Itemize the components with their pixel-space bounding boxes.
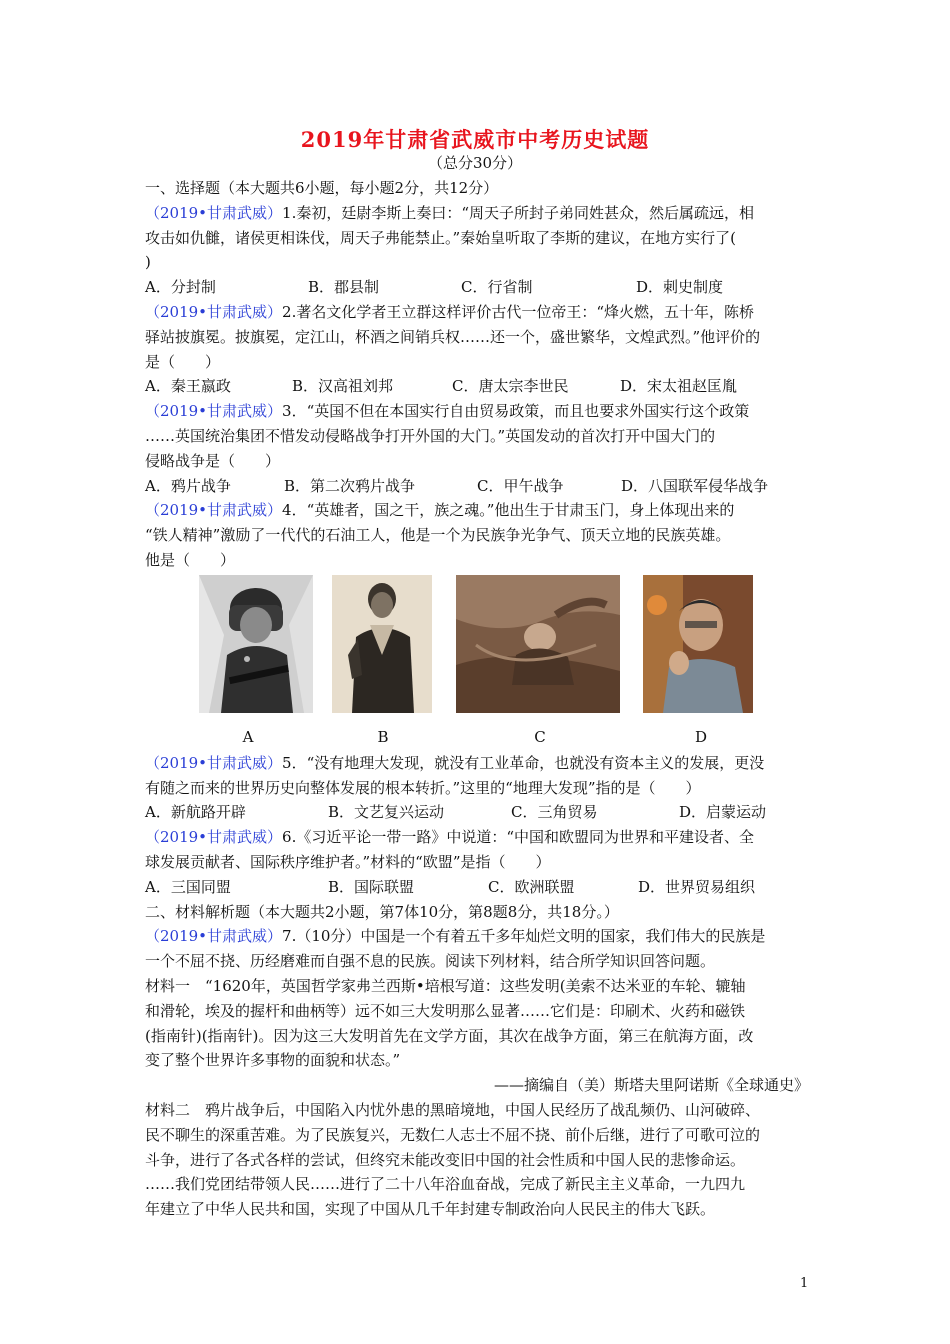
option: D．宋太祖赵匡胤 bbox=[620, 377, 738, 396]
option: C．欧洲联盟 bbox=[488, 877, 575, 896]
option: C．行省制 bbox=[461, 278, 533, 297]
option: A．秦王嬴政 bbox=[145, 377, 231, 396]
option: B．第二次鸦片战争 bbox=[284, 476, 416, 495]
option: D．八国联军侵华战争 bbox=[621, 476, 769, 495]
option: B．郡县制 bbox=[308, 278, 380, 297]
exam-content: 一、选择题（本大题共6小题，每小题2分，共12分） （2019•甘肃武威）1.秦初，廷尉李斯上奏曰：“周天子所封子弟同姓甚众，然后属疏远，相 攻击如仇雠，诸侯更相诛伐，周天子弗能禁止。”秦始皇听取了李斯的建议，在地方实行了( ) A．分封制 B．郡县制 C．行省制 D．刺史制度 （2019•甘肃武威）2.著名文化学者王立群这样评价古代一位帝王：“烽火燃，五十年，陈桥 驿站披旗冕。披旗冕，定江山，杯酒之间销兵权……还一个，盛世繁华，文煌武烈。”他评价的 是（ ） A．秦王嬴政 B．汉高祖刘邦 C．唐太宗李世民 D．宋太祖赵匡胤 （2019•甘肃武威）3．“英国不但在本国实行自由贸易政策，而且也要求外国实行这个政策 ……英国统治集团不惜发动侵略战争打开外国的大门。”英国发动的首次打开中国大门的 侵略战争是（ ） A．鸦片战争 B．第二次鸦片战争 C．甲午战争 D．八国联军侵华战争 （2019•甘肃武威）4．“英雄者，国之干，族之魂。”他出生于甘肃玉门，身上体现出来的 “铁人精神”激励了一代代的石油工人，他是一个为民族争光争气、顶天立地的民族英雄。 他是（ ） A B C D （2019•甘肃武威）5．“没有地理大发现，就没有工业革命，也就没有资本主义的发展，更没 有随之而来的世界历史向整体发展的根本转折。”这里的“地理大发现”指的是（ ） A．新航路开辟 B．文艺复兴运动 C．三角贸易 D．启蒙运动 （2019•甘肃武威）6.《习近平论一带一路》中说道：“中国和欧盟同为世界和平建设者、全 球发展贡献者、国际秩序维护者。”材料的“欧盟”是指（ ） A．三国同盟 B．国际联盟 C．欧洲联盟 D．世界贸易组织 二、材料解析题（本大题共2小题，第7体10分，第8题8分，共18分。） （2019•甘肃武威）7.（10分）中国是一个有着五千多年灿烂文明的国家，我们伟大的民族是 一个不屈不挠、历经磨难而自强不息的民族。阅读下列材料，结合所学知识回答问题。 材料一 “1620年，英国哲学家弗兰西斯•培根写道：这些发明(美索不达米亚的车轮、辘轴 和滑轮，埃及的握杆和曲柄等）远不如三大发明那么显著……它们是：印刷术、火药和磁铁 (指南针)(指南针)。因为这三大发明首先在文学方面，其次在战争方面，第三在航海方面，改 变了整个世界许多事物的面貌和状态。” ——摘编自（美）斯塔夫里阿诺斯《全球通史》 材料二 鸦片战争后，中国陷入内忧外患的黑暗境地，中国人民经历了战乱频仍、山河破碎、 民不聊生的深重苦难。为了民族复兴，无数仁人志士不屈不挠、前仆后继，进行了可歌可泣的 斗争，进行了各式各样的尝试，但终究未能改变旧中国的社会性质和中国人民的悲惨命运。 ……我们党团结带领人民……进行了二十八年浴血奋战，完成了新民主主义革命，一九四九 年建立了中华人民共和国，实现了中国从几千年封建专制政治向人民民主的伟大飞跃。 bbox=[145, 176, 809, 1222]
material-1-source: ——摘编自（美）斯塔夫里阿诺斯《全球通史》 bbox=[493, 1076, 809, 1095]
option: A．分封制 bbox=[145, 278, 216, 297]
options-q5 bbox=[145, 800, 809, 825]
option: B．文艺复兴运动 bbox=[328, 803, 445, 822]
photo-b-young-man bbox=[332, 575, 432, 713]
photo-d-portrait bbox=[643, 575, 753, 713]
source-tag: （2019•甘肃武威） bbox=[145, 402, 283, 421]
photo-c-man-in-mud bbox=[456, 575, 620, 713]
section-heading-1: 一、选择题（本大题共6小题，每小题2分，共12分） bbox=[145, 179, 499, 197]
section-heading-2: 二、材料解析题（本大题共2小题，第7体10分，第8题8分，共18分。） bbox=[145, 902, 619, 921]
option: C．三角贸易 bbox=[511, 803, 598, 822]
page-title: 2019年甘肃省武威市中考历史试题 bbox=[300, 127, 650, 152]
option: A．三国同盟 bbox=[145, 877, 231, 896]
option: C．甲午战争 bbox=[477, 476, 564, 495]
question-7: （2019•甘肃武威）7.（10分）中国是一个有着五千多年灿烂文明的国家，我们伟大的民族是 bbox=[145, 927, 766, 946]
source-tag: （2019•甘肃武威） bbox=[145, 501, 283, 520]
option: B．汉高祖刘邦 bbox=[292, 377, 394, 396]
material-1: 材料一 “1620年，英国哲学家弗兰西斯•培根写道：这些发明(美索不达米亚的车轮、辘轴 bbox=[145, 976, 746, 995]
option: D．启蒙运动 bbox=[679, 803, 767, 822]
options-q1 bbox=[145, 275, 809, 300]
option: A．鸦片战争 bbox=[145, 476, 231, 495]
photo-caption-c: C bbox=[534, 727, 546, 746]
option: A．新航路开辟 bbox=[145, 803, 246, 822]
options-q2 bbox=[145, 374, 809, 399]
options-q6 bbox=[145, 875, 809, 900]
material-2: 材料二 鸦片战争后，中国陷入内忧外患的黑暗境地，中国人民经历了战乱频仍、山河破碎、 bbox=[145, 1100, 761, 1119]
photo-options bbox=[145, 575, 809, 751]
source-tag: （2019•甘肃武威） bbox=[145, 753, 283, 772]
question-2: （2019•甘肃武威）2.著名文化学者王立群这样评价古代一位帝王：“烽火燃，五十年，陈桥 bbox=[145, 302, 755, 321]
photo-caption-d: D bbox=[694, 727, 708, 746]
question-6: （2019•甘肃武威）6.《习近平论一带一路》中说道：“中国和欧盟同为世界和平建设者、全 bbox=[145, 828, 755, 847]
photo-a-soldier bbox=[199, 575, 313, 713]
source-tag: （2019•甘肃武威） bbox=[145, 302, 283, 321]
question-3: （2019•甘肃武威）3．“英国不但在本国实行自由贸易政策，而且也要求外国实行这个政策 bbox=[145, 402, 750, 421]
question-5: （2019•甘肃武威）5．“没有地理大发现，就没有工业革命，也就没有资本主义的发展，更没 bbox=[145, 753, 765, 772]
photo-caption-b: B bbox=[377, 727, 389, 746]
question-1: （2019•甘肃武威）1.秦初，廷尉李斯上奏曰：“周天子所封子弟同姓甚众，然后属疏远，相 bbox=[145, 203, 755, 222]
question-4: （2019•甘肃武威）4．“英雄者，国之干，族之魂。”他出生于甘肃玉门，身上体现出来的 bbox=[145, 501, 735, 520]
page-subtitle: （总分30分） bbox=[427, 154, 523, 172]
source-tag: （2019•甘肃武威） bbox=[145, 828, 283, 847]
options-q3 bbox=[145, 474, 809, 499]
option: B．国际联盟 bbox=[328, 877, 415, 896]
source-tag: （2019•甘肃武威） bbox=[145, 927, 283, 946]
option: D．世界贸易组织 bbox=[638, 877, 756, 896]
option: C．唐太宗李世民 bbox=[452, 377, 569, 396]
option: D．刺史制度 bbox=[636, 278, 724, 297]
source-tag: （2019•甘肃武威） bbox=[145, 203, 283, 222]
photo-caption-a: A bbox=[242, 727, 254, 746]
page-number: 1 bbox=[800, 1276, 809, 1291]
